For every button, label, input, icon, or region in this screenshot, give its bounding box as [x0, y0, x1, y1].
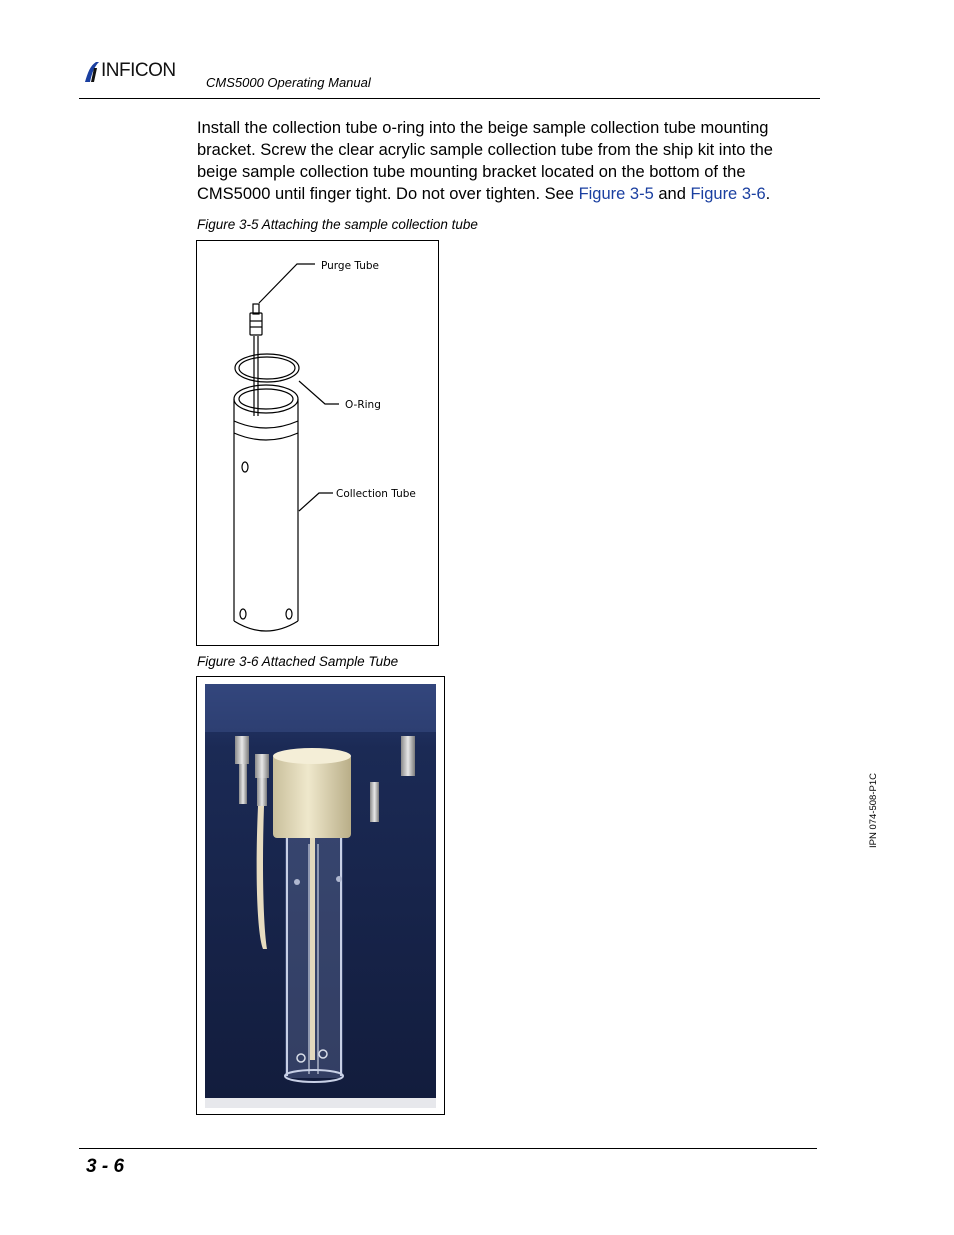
manual-title: CMS5000 Operating Manual [206, 75, 371, 90]
paragraph-conjunction: and [653, 185, 691, 203]
figure-3-5-diagram [196, 240, 439, 646]
purge-tube-label: Purge Tube [321, 260, 379, 272]
paragraph-text: Install the collection tube o-ring into the beige sample collection tube mounting bracket. Screw the clear acrylic sample collection tube from the ship kit into the beige sample collection tube mounting bracket located on the bottom of the CMS5000 until finger tight. Do not over tighten. See [197, 119, 773, 203]
header-rule [79, 98, 820, 99]
collection-tube-label: Collection Tube [336, 488, 416, 500]
inficon-logo-icon [82, 58, 102, 84]
figure-3-5-caption: Figure 3-5 Attaching the sample collection tube [197, 217, 478, 232]
figure-3-6-link[interactable]: Figure 3-6 [690, 185, 766, 203]
figure-3-6-photo-frame [196, 676, 445, 1115]
collection-tube-diagram [197, 241, 437, 644]
paragraph-end: . [765, 185, 771, 203]
attached-sample-tube-photo [205, 684, 436, 1108]
o-ring-label: O-Ring [345, 399, 381, 411]
body-paragraph [197, 117, 807, 205]
figure-3-5-link[interactable]: Figure 3-5 [578, 185, 654, 203]
ipn-number: IPN 074-508-P1C [868, 773, 879, 848]
figure-3-6-caption: Figure 3-6 Attached Sample Tube [197, 654, 399, 669]
logo-wordmark: INFICON [101, 60, 176, 81]
page-number: 3 - 6 [86, 1156, 125, 1177]
footer-rule [79, 1148, 817, 1149]
